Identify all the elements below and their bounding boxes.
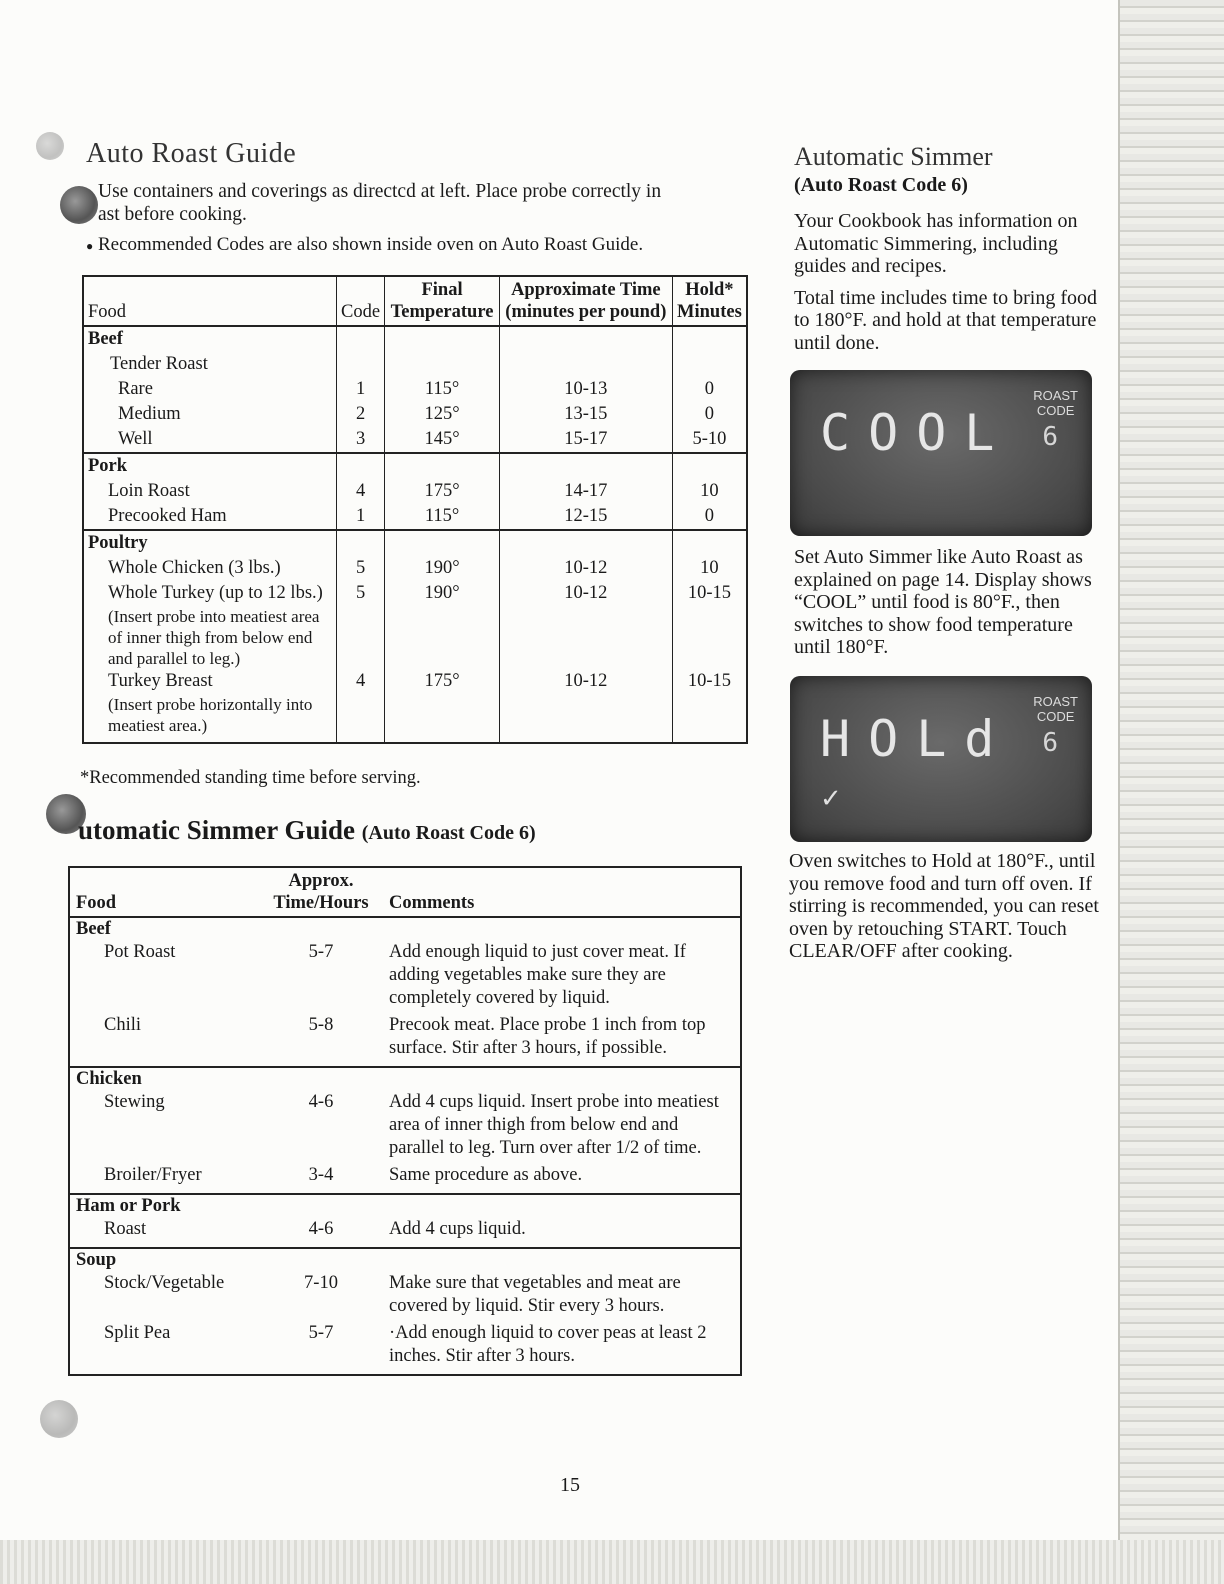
bullet-icon [40,1400,78,1438]
simmer-guide-table [68,866,742,1376]
scan-bottom-edge [0,1540,1224,1584]
sidebar-mid [794,546,1104,668]
sidebar-paragraph: Set Auto Simmer like Auto Roast as explained on page 14. Display shows “COOL” until food is 80°F., then switches to show food temperature until 180°F. [794,546,1092,658]
table-row: Split Pea 5-7 ·Add enough liquid to cover peas at least 2 inches. Stir after 3 hours. [104,1323,707,1366]
standing-time-footnote: *Recommended standing time before serving. [80,768,421,788]
simmer-guide-title: utomatic Simmer Guide (Auto Roast Code 6) [78,815,536,845]
table-row: Broiler/Fryer 3-4 Same procedure as above. [69,1164,741,1194]
table-row: Roast 4-6 Add 4 cups liquid. [69,1218,741,1248]
category-chicken: Chicken [76,1069,142,1089]
col-time-header: Approximate Time (minutes per pound) [499,276,672,326]
sidebar-bottom [789,850,1099,972]
col-comments-header: Comments [383,867,741,917]
table-row: Stewing 4-6 Add 4 cups liquid. Insert probe into meatiest area of inner thigh from below end and parallel to leg. Turn over after 1/2 of time. [104,1092,719,1158]
display-readout: HOLd [820,710,1013,768]
page-number: 15 [560,1474,580,1496]
display-readout: COOL [820,404,1013,462]
intro-line-1: Use containers and coverings as directcd at left. Place probe correctly in [98,181,662,202]
table-row: Stock/Vegetable 7-10 Make sure that vegetables and meat are covered by liquid. Stir every 3 hours. [104,1273,681,1316]
table-row: Turkey Breast (Insert probe horizontally into meatiest area.) 4 175° 10-12 10-15 [83,669,747,743]
category-ham-or-pork: Ham or Pork [76,1196,181,1216]
table-row: Whole Chicken (3 lbs.) 5 190° 10-12 10 [83,556,747,581]
page-edge-strip [1118,0,1224,1584]
table-row: Loin Roast 4 175° 14-17 10 [83,479,747,504]
category-beef: Beef [76,919,111,939]
col-food-header: Food [69,867,259,917]
subcategory-tender-roast: Tender Roast [83,352,336,377]
category-beef: Beef [83,326,336,352]
bullet-icon [60,186,98,224]
display-label: ROAST CODE [1033,694,1078,724]
col-food-header: Food [83,276,336,326]
sidebar-paragraph: Your Cookbook has information on Automatic Simmering, including guides and recipes. [794,210,1078,277]
category-pork: Pork [83,453,336,479]
auto-roast-intro [98,180,738,226]
table-header-row [83,276,747,326]
oven-display-hold [790,676,1092,842]
display-label: ROAST CODE [1033,388,1078,418]
category-poultry: Poultry [83,530,336,556]
display-code: 6 [1042,728,1058,758]
col-time-header: Approx. Time/Hours [259,867,383,917]
category-soup: Soup [76,1250,117,1270]
table-row: Medium 2 125° 13-15 0 [83,402,747,427]
auto-roast-title: Auto Roast Guide [86,138,297,169]
dot-icon: ● [86,239,94,253]
table-row: Precooked Ham 1 115° 12-15 0 [83,504,747,530]
sidebar-subtitle: (Auto Roast Code 6) [794,174,968,196]
col-code-header: Code [336,276,384,326]
col-hold-header: Hold* Minutes [672,276,747,326]
table-header-row [69,867,741,917]
sidebar-paragraph: Oven switches to Hold at 180°F., until you remove food and turn off oven. If stirring is recommended, you can reset oven by retouching START. Touch CLEAR/OFF after cooking. [789,850,1099,962]
table-row: Well 3 145° 15-17 5-10 [83,427,747,453]
sidebar-title: Automatic Simmer [794,142,993,171]
oven-display-cool [790,370,1092,536]
auto-roast-table [82,275,748,744]
sidebar-paragraph: Total time includes time to bring food to 180°F. and hold at that temperature until done. [794,286,1097,354]
sidebar-intro [794,210,1104,363]
table-row: Pot Roast 5-7 Add enough liquid to just cover meat. If adding vegetables make sure they are completely covered by liquid. [104,942,686,1008]
table-row: Chili 5-8 Precook meat. Place probe 1 inch from top surface. Stir after 3 hours, if possible. [69,1014,741,1067]
col-temp-header: Final Temperature [385,276,500,326]
table-row: Whole Turkey (up to 12 lbs.) (Insert probe into meatiest area of inner thigh from below end and parallel to leg.) 5 190° 10-12 10-15 [83,581,747,669]
bullet-icon [36,132,64,160]
auto-roast-note: ● Recommended Codes are also shown inside oven on Auto Roast Guide. [86,234,644,255]
intro-line-2: ast before cooking. [98,204,247,225]
display-code: 6 [1042,422,1058,452]
checkmark-icon: ✓ [820,784,842,813]
table-row: Rare 1 115° 10-13 0 [83,377,747,402]
